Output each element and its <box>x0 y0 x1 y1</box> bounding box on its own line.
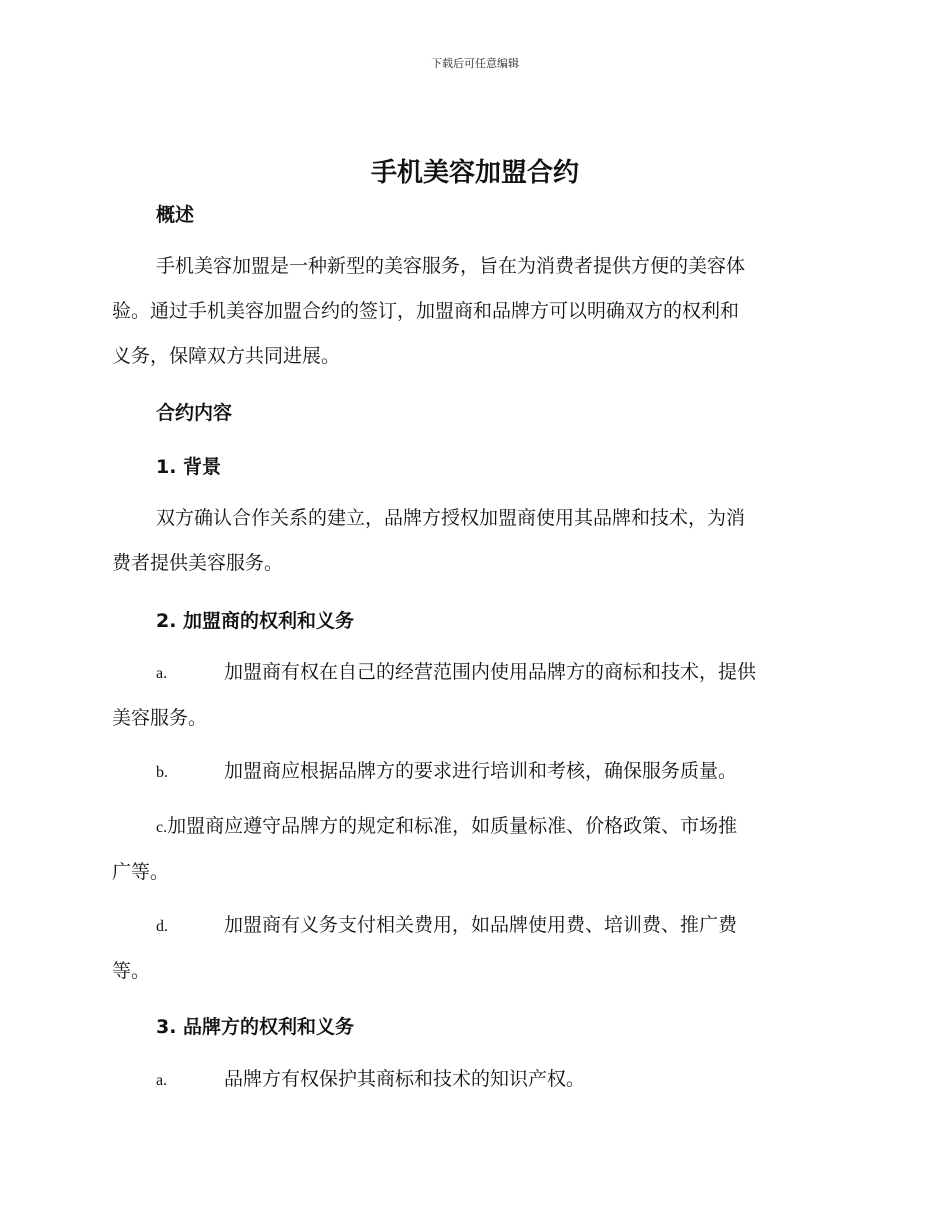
franchisee-item-c <box>112 804 876 895</box>
list-marker: d. <box>156 918 168 935</box>
item-text: 加盟商有权在自己的经营范围内使用品牌方的商标和技术，提供 <box>224 661 757 683</box>
item-text: 加盟商应遵守品牌方的规定和标准，如质量标准、价格政策、市场推 <box>167 815 738 837</box>
brand-heading: 3. 品牌方的权利和义务 <box>156 1016 355 1038</box>
background-line-2: 费者提供美容服务。 <box>112 552 284 574</box>
list-marker: c. <box>156 819 168 836</box>
background-paragraph <box>112 496 832 586</box>
contents-heading: 合约内容 <box>156 402 233 424</box>
overview-line-1: 手机美容加盟是一种新型的美容服务，旨在为消费者提供方便的美容体 <box>156 255 746 277</box>
item-continuation: 美容服务。 <box>112 707 208 729</box>
overview-paragraph <box>112 244 832 379</box>
franchisee-item-b <box>112 749 876 795</box>
item-continuation: 广等。 <box>112 861 170 883</box>
franchisee-item-d <box>112 903 876 994</box>
item-text: 品牌方有权保护其商标和技术的知识产权。 <box>224 1068 586 1090</box>
document-title: 手机美容加盟合约 <box>370 158 579 188</box>
item-text: 加盟商有义务支付相关费用，如品牌使用费、培训费、推广费 <box>224 914 738 936</box>
overview-line-3: 义务，保障双方共同进展。 <box>112 345 341 367</box>
background-heading: 1. 背景 <box>156 456 222 478</box>
list-marker: a. <box>156 665 168 682</box>
franchisee-item-a <box>112 650 876 741</box>
list-marker: a. <box>156 1072 168 1089</box>
brand-item-a <box>112 1057 876 1103</box>
overview-heading: 概述 <box>156 204 195 226</box>
background-line-1: 双方确认合作关系的建立，品牌方授权加盟商使用其品牌和技术，为消 <box>156 507 746 529</box>
header-note: 下载后可任意编辑 <box>431 57 519 70</box>
item-continuation: 等。 <box>112 960 151 982</box>
franchisee-heading: 2. 加盟商的权利和义务 <box>156 610 355 632</box>
overview-line-2: 验。通过手机美容加盟合约的签订，加盟商和品牌方可以明确双方的权利和 <box>112 300 740 322</box>
list-marker: b. <box>156 764 168 781</box>
item-text: 加盟商应根据品牌方的要求进行培训和考核，确保服务质量。 <box>224 760 738 782</box>
